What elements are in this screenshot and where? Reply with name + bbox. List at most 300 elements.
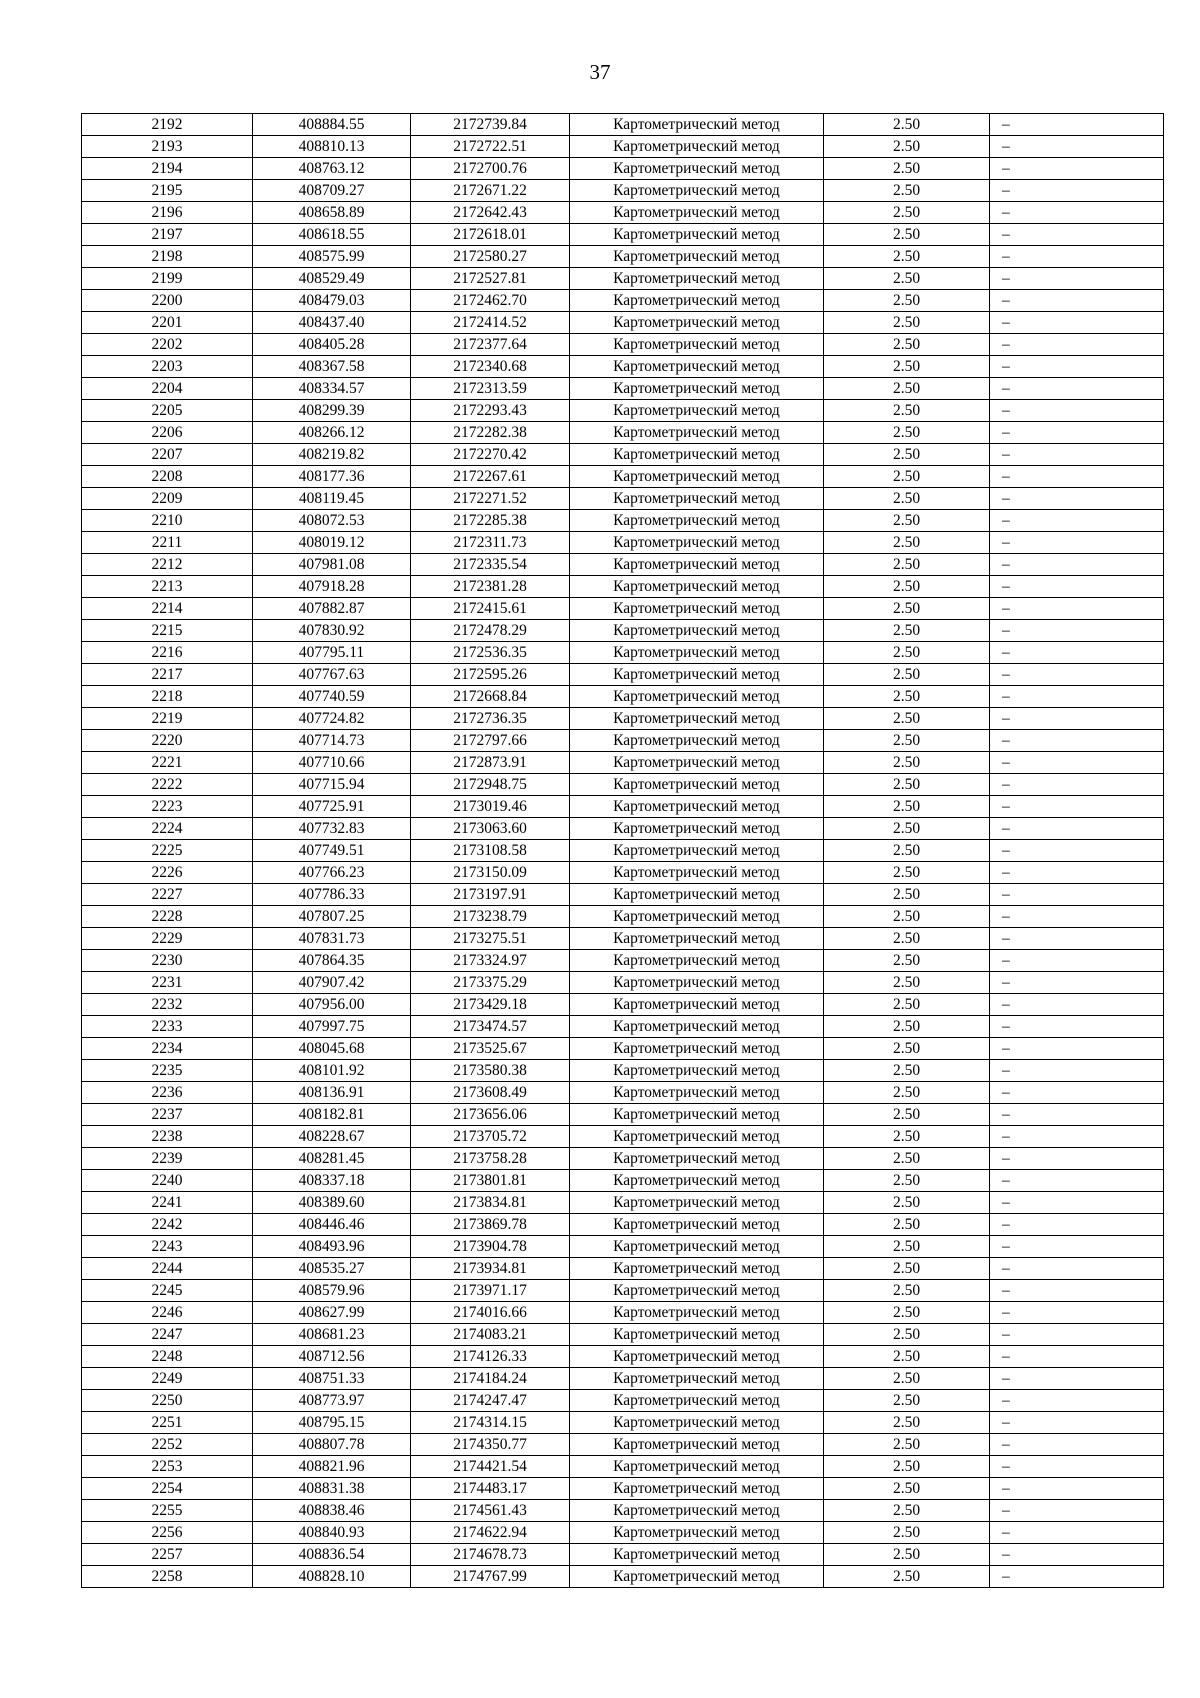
x-coordinate-cell: 408177.36 [253,466,411,488]
table-row [82,774,1164,796]
point-number-cell: 2257 [82,1544,253,1566]
table-row [82,752,1164,774]
table-row [82,1478,1164,1500]
accuracy-cell: 2.50 [824,356,990,378]
accuracy-cell: 2.50 [824,290,990,312]
method-cell: Картометрический метод [570,246,824,268]
method-cell: Картометрический метод [570,422,824,444]
y-coordinate-cell: 2174678.73 [411,1544,570,1566]
x-coordinate-cell: 408579.96 [253,1280,411,1302]
table-row [82,1302,1164,1324]
description-cell: – [990,598,1164,620]
y-coordinate-cell: 2173971.17 [411,1280,570,1302]
x-coordinate-cell: 407749.51 [253,840,411,862]
description-cell: – [990,1082,1164,1104]
method-cell: Картометрический метод [570,1324,824,1346]
method-cell: Картометрический метод [570,268,824,290]
method-cell: Картометрический метод [570,1214,824,1236]
method-cell: Картометрический метод [570,532,824,554]
point-number-cell: 2207 [82,444,253,466]
point-number-cell: 2245 [82,1280,253,1302]
x-coordinate-cell: 408810.13 [253,136,411,158]
method-cell: Картометрический метод [570,818,824,840]
point-number-cell: 2235 [82,1060,253,1082]
point-number-cell: 2198 [82,246,253,268]
method-cell: Картометрический метод [570,1456,824,1478]
table-row [82,576,1164,598]
accuracy-cell: 2.50 [824,884,990,906]
description-cell: – [990,356,1164,378]
point-number-cell: 2228 [82,906,253,928]
description-cell: – [990,642,1164,664]
coordinates-table-body [82,114,1164,1588]
table-row [82,1346,1164,1368]
method-cell: Картометрический метод [570,1412,824,1434]
point-number-cell: 2201 [82,312,253,334]
method-cell: Картометрический метод [570,1280,824,1302]
point-number-cell: 2221 [82,752,253,774]
table-row [82,312,1164,334]
y-coordinate-cell: 2174247.47 [411,1390,570,1412]
y-coordinate-cell: 2173904.78 [411,1236,570,1258]
y-coordinate-cell: 2172381.28 [411,576,570,598]
x-coordinate-cell: 408836.54 [253,1544,411,1566]
y-coordinate-cell: 2172313.59 [411,378,570,400]
y-coordinate-cell: 2173801.81 [411,1170,570,1192]
accuracy-cell: 2.50 [824,1324,990,1346]
y-coordinate-cell: 2174126.33 [411,1346,570,1368]
table-row [82,994,1164,1016]
method-cell: Картометрический метод [570,1038,824,1060]
accuracy-cell: 2.50 [824,752,990,774]
description-cell: – [990,730,1164,752]
method-cell: Картометрический метод [570,664,824,686]
table-row [82,1148,1164,1170]
table-row [82,510,1164,532]
accuracy-cell: 2.50 [824,730,990,752]
table-row [82,1456,1164,1478]
accuracy-cell: 2.50 [824,840,990,862]
point-number-cell: 2237 [82,1104,253,1126]
y-coordinate-cell: 2173324.97 [411,950,570,972]
accuracy-cell: 2.50 [824,1170,990,1192]
description-cell: – [990,554,1164,576]
x-coordinate-cell: 408219.82 [253,444,411,466]
description-cell: – [990,202,1164,224]
y-coordinate-cell: 2173019.46 [411,796,570,818]
description-cell: – [990,400,1164,422]
table-row [82,1434,1164,1456]
description-cell: – [990,1566,1164,1588]
point-number-cell: 2223 [82,796,253,818]
method-cell: Картометрический метод [570,1104,824,1126]
point-number-cell: 2246 [82,1302,253,1324]
point-number-cell: 2242 [82,1214,253,1236]
description-cell: – [990,576,1164,598]
y-coordinate-cell: 2173275.51 [411,928,570,950]
description-cell: – [990,796,1164,818]
y-coordinate-cell: 2174184.24 [411,1368,570,1390]
y-coordinate-cell: 2172271.52 [411,488,570,510]
x-coordinate-cell: 408838.46 [253,1500,411,1522]
description-cell: – [990,752,1164,774]
description-cell: – [990,1412,1164,1434]
x-coordinate-cell: 407997.75 [253,1016,411,1038]
point-number-cell: 2244 [82,1258,253,1280]
x-coordinate-cell: 408119.45 [253,488,411,510]
accuracy-cell: 2.50 [824,664,990,686]
table-row [82,114,1164,136]
accuracy-cell: 2.50 [824,642,990,664]
x-coordinate-cell: 407907.42 [253,972,411,994]
description-cell: – [990,1390,1164,1412]
point-number-cell: 2210 [82,510,253,532]
y-coordinate-cell: 2172267.61 [411,466,570,488]
point-number-cell: 2215 [82,620,253,642]
accuracy-cell: 2.50 [824,510,990,532]
method-cell: Картометрический метод [570,554,824,576]
x-coordinate-cell: 408446.46 [253,1214,411,1236]
y-coordinate-cell: 2174083.21 [411,1324,570,1346]
accuracy-cell: 2.50 [824,906,990,928]
table-row [82,620,1164,642]
table-row [82,1368,1164,1390]
description-cell: – [990,532,1164,554]
table-row [82,180,1164,202]
y-coordinate-cell: 2174016.66 [411,1302,570,1324]
table-row [82,1412,1164,1434]
method-cell: Картометрический метод [570,224,824,246]
y-coordinate-cell: 2172282.38 [411,422,570,444]
method-cell: Картометрический метод [570,290,824,312]
point-number-cell: 2206 [82,422,253,444]
y-coordinate-cell: 2172414.52 [411,312,570,334]
x-coordinate-cell: 408773.97 [253,1390,411,1412]
x-coordinate-cell: 408019.12 [253,532,411,554]
point-number-cell: 2238 [82,1126,253,1148]
point-number-cell: 2197 [82,224,253,246]
y-coordinate-cell: 2174421.54 [411,1456,570,1478]
x-coordinate-cell: 407918.28 [253,576,411,598]
method-cell: Картометрический метод [570,1016,824,1038]
x-coordinate-cell: 407766.23 [253,862,411,884]
accuracy-cell: 2.50 [824,466,990,488]
accuracy-cell: 2.50 [824,378,990,400]
accuracy-cell: 2.50 [824,1236,990,1258]
x-coordinate-cell: 407714.73 [253,730,411,752]
table-row [82,1280,1164,1302]
method-cell: Картометрический метод [570,994,824,1016]
point-number-cell: 2231 [82,972,253,994]
x-coordinate-cell: 408182.81 [253,1104,411,1126]
table-row [82,928,1164,950]
method-cell: Картометрический метод [570,1082,824,1104]
table-row [82,136,1164,158]
description-cell: – [990,950,1164,972]
method-cell: Картометрический метод [570,730,824,752]
x-coordinate-cell: 407767.63 [253,664,411,686]
accuracy-cell: 2.50 [824,576,990,598]
accuracy-cell: 2.50 [824,1500,990,1522]
y-coordinate-cell: 2172948.75 [411,774,570,796]
table-row [82,158,1164,180]
method-cell: Картометрический метод [570,400,824,422]
accuracy-cell: 2.50 [824,202,990,224]
table-row [82,796,1164,818]
y-coordinate-cell: 2173238.79 [411,906,570,928]
y-coordinate-cell: 2172618.01 [411,224,570,246]
point-number-cell: 2209 [82,488,253,510]
point-number-cell: 2204 [82,378,253,400]
table-row [82,1104,1164,1126]
point-number-cell: 2200 [82,290,253,312]
coordinates-table [81,113,1164,1588]
x-coordinate-cell: 408681.23 [253,1324,411,1346]
accuracy-cell: 2.50 [824,422,990,444]
point-number-cell: 2254 [82,1478,253,1500]
accuracy-cell: 2.50 [824,1390,990,1412]
y-coordinate-cell: 2172595.26 [411,664,570,686]
point-number-cell: 2258 [82,1566,253,1588]
method-cell: Картометрический метод [570,1434,824,1456]
description-cell: – [990,620,1164,642]
x-coordinate-cell: 408840.93 [253,1522,411,1544]
description-cell: – [990,774,1164,796]
table-row [82,730,1164,752]
point-number-cell: 2225 [82,840,253,862]
description-cell: – [990,1016,1164,1038]
x-coordinate-cell: 408136.91 [253,1082,411,1104]
y-coordinate-cell: 2172415.61 [411,598,570,620]
accuracy-cell: 2.50 [824,1544,990,1566]
description-cell: – [990,1500,1164,1522]
description-cell: – [990,510,1164,532]
y-coordinate-cell: 2173525.67 [411,1038,570,1060]
point-number-cell: 2226 [82,862,253,884]
x-coordinate-cell: 408795.15 [253,1412,411,1434]
x-coordinate-cell: 408575.99 [253,246,411,268]
x-coordinate-cell: 407724.82 [253,708,411,730]
y-coordinate-cell: 2172462.70 [411,290,570,312]
point-number-cell: 2220 [82,730,253,752]
table-row [82,1236,1164,1258]
accuracy-cell: 2.50 [824,488,990,510]
description-cell: – [990,1368,1164,1390]
x-coordinate-cell: 407830.92 [253,620,411,642]
accuracy-cell: 2.50 [824,1302,990,1324]
y-coordinate-cell: 2173580.38 [411,1060,570,1082]
x-coordinate-cell: 408828.10 [253,1566,411,1588]
x-coordinate-cell: 408367.58 [253,356,411,378]
table-row [82,972,1164,994]
x-coordinate-cell: 407831.73 [253,928,411,950]
x-coordinate-cell: 407715.94 [253,774,411,796]
accuracy-cell: 2.50 [824,1148,990,1170]
method-cell: Картометрический метод [570,620,824,642]
x-coordinate-cell: 408831.38 [253,1478,411,1500]
method-cell: Картометрический метод [570,378,824,400]
table-row [82,1170,1164,1192]
x-coordinate-cell: 407732.83 [253,818,411,840]
table-row [82,444,1164,466]
point-number-cell: 2234 [82,1038,253,1060]
x-coordinate-cell: 407864.35 [253,950,411,972]
accuracy-cell: 2.50 [824,334,990,356]
method-cell: Картометрический метод [570,1390,824,1412]
x-coordinate-cell: 408437.40 [253,312,411,334]
accuracy-cell: 2.50 [824,862,990,884]
method-cell: Картометрический метод [570,928,824,950]
table-row [82,1522,1164,1544]
table-row [82,532,1164,554]
description-cell: – [990,1148,1164,1170]
y-coordinate-cell: 2172873.91 [411,752,570,774]
method-cell: Картометрический метод [570,1170,824,1192]
x-coordinate-cell: 408821.96 [253,1456,411,1478]
point-number-cell: 2203 [82,356,253,378]
table-row [82,664,1164,686]
accuracy-cell: 2.50 [824,686,990,708]
point-number-cell: 2240 [82,1170,253,1192]
point-number-cell: 2214 [82,598,253,620]
point-number-cell: 2256 [82,1522,253,1544]
description-cell: – [990,972,1164,994]
point-number-cell: 2227 [82,884,253,906]
y-coordinate-cell: 2172293.43 [411,400,570,422]
y-coordinate-cell: 2172642.43 [411,202,570,224]
accuracy-cell: 2.50 [824,224,990,246]
point-number-cell: 2213 [82,576,253,598]
table-row [82,1500,1164,1522]
y-coordinate-cell: 2174483.17 [411,1478,570,1500]
description-cell: – [990,444,1164,466]
x-coordinate-cell: 407981.08 [253,554,411,576]
x-coordinate-cell: 408045.68 [253,1038,411,1060]
method-cell: Картометрический метод [570,906,824,928]
point-number-cell: 2193 [82,136,253,158]
table-row [82,1060,1164,1082]
description-cell: – [990,378,1164,400]
y-coordinate-cell: 2173934.81 [411,1258,570,1280]
point-number-cell: 2205 [82,400,253,422]
method-cell: Картометрический метод [570,796,824,818]
table-row [82,1566,1164,1588]
x-coordinate-cell: 408266.12 [253,422,411,444]
table-row [82,1214,1164,1236]
x-coordinate-cell: 408101.92 [253,1060,411,1082]
point-number-cell: 2255 [82,1500,253,1522]
accuracy-cell: 2.50 [824,532,990,554]
x-coordinate-cell: 408405.28 [253,334,411,356]
y-coordinate-cell: 2173656.06 [411,1104,570,1126]
table-row [82,202,1164,224]
method-cell: Картометрический метод [570,158,824,180]
point-number-cell: 2195 [82,180,253,202]
point-number-cell: 2232 [82,994,253,1016]
table-row [82,1082,1164,1104]
point-number-cell: 2199 [82,268,253,290]
point-number-cell: 2239 [82,1148,253,1170]
method-cell: Картометрический метод [570,202,824,224]
accuracy-cell: 2.50 [824,1412,990,1434]
x-coordinate-cell: 407725.91 [253,796,411,818]
x-coordinate-cell: 407956.00 [253,994,411,1016]
method-cell: Картометрический метод [570,444,824,466]
y-coordinate-cell: 2173758.28 [411,1148,570,1170]
accuracy-cell: 2.50 [824,1434,990,1456]
description-cell: – [990,224,1164,246]
x-coordinate-cell: 408751.33 [253,1368,411,1390]
y-coordinate-cell: 2174314.15 [411,1412,570,1434]
y-coordinate-cell: 2172722.51 [411,136,570,158]
accuracy-cell: 2.50 [824,246,990,268]
table-row [82,1258,1164,1280]
description-cell: – [990,136,1164,158]
x-coordinate-cell: 408807.78 [253,1434,411,1456]
description-cell: – [990,1280,1164,1302]
accuracy-cell: 2.50 [824,928,990,950]
method-cell: Картометрический метод [570,136,824,158]
method-cell: Картометрический метод [570,1522,824,1544]
description-cell: – [990,906,1164,928]
method-cell: Картометрический метод [570,1148,824,1170]
description-cell: – [990,1170,1164,1192]
table-row [82,686,1164,708]
description-cell: – [990,664,1164,686]
method-cell: Картометрический метод [570,1566,824,1588]
point-number-cell: 2230 [82,950,253,972]
description-cell: – [990,1478,1164,1500]
point-number-cell: 2252 [82,1434,253,1456]
table-row [82,840,1164,862]
table-row [82,642,1164,664]
method-cell: Картометрический метод [570,510,824,532]
y-coordinate-cell: 2173375.29 [411,972,570,994]
point-number-cell: 2219 [82,708,253,730]
x-coordinate-cell: 408281.45 [253,1148,411,1170]
table-row [82,466,1164,488]
table-row [82,400,1164,422]
table-row [82,554,1164,576]
x-coordinate-cell: 408529.49 [253,268,411,290]
table-row [82,1192,1164,1214]
y-coordinate-cell: 2172377.64 [411,334,570,356]
y-coordinate-cell: 2172797.66 [411,730,570,752]
table-row [82,1038,1164,1060]
x-coordinate-cell: 407795.11 [253,642,411,664]
description-cell: – [990,708,1164,730]
point-number-cell: 2211 [82,532,253,554]
accuracy-cell: 2.50 [824,312,990,334]
table-row [82,268,1164,290]
table-row [82,246,1164,268]
description-cell: – [990,840,1164,862]
point-number-cell: 2233 [82,1016,253,1038]
accuracy-cell: 2.50 [824,1038,990,1060]
point-number-cell: 2236 [82,1082,253,1104]
accuracy-cell: 2.50 [824,1082,990,1104]
table-row [82,422,1164,444]
y-coordinate-cell: 2172270.42 [411,444,570,466]
table-row [82,1324,1164,1346]
method-cell: Картометрический метод [570,1544,824,1566]
y-coordinate-cell: 2172668.84 [411,686,570,708]
description-cell: – [990,290,1164,312]
x-coordinate-cell: 407807.25 [253,906,411,928]
accuracy-cell: 2.50 [824,994,990,1016]
accuracy-cell: 2.50 [824,1104,990,1126]
table-row [82,862,1164,884]
